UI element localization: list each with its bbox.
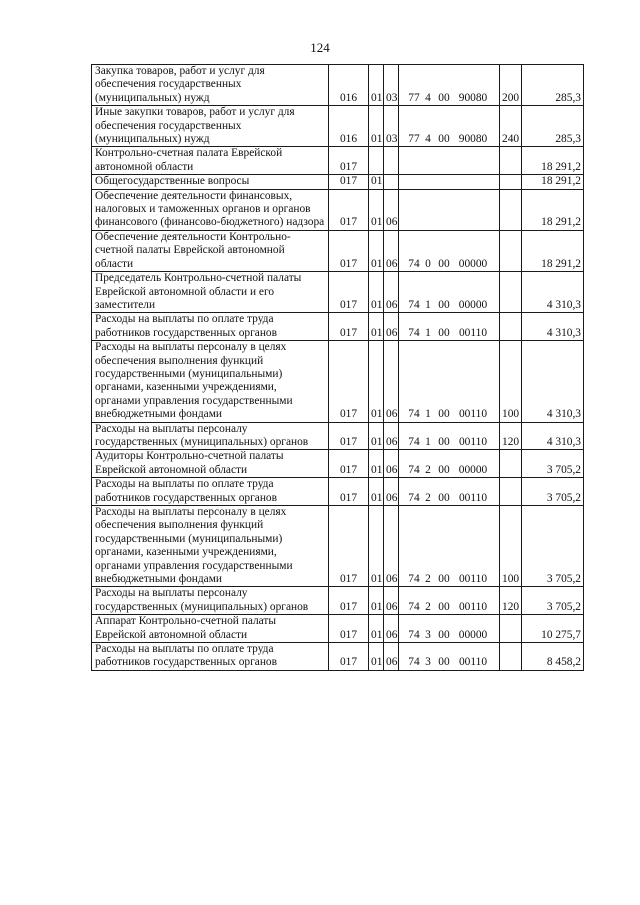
target-article-part: 74 [408, 600, 420, 613]
amount: 3 705,2 [522, 478, 584, 506]
subsection-code [384, 175, 399, 189]
target-article-part: 00 [438, 491, 450, 504]
table-row [92, 506, 584, 587]
expense-type-code [500, 450, 522, 478]
amount: 3 705,2 [522, 450, 584, 478]
expense-type-code [500, 272, 522, 313]
expense-type-code: 120 [500, 587, 522, 615]
amount: 4 310,3 [522, 341, 584, 422]
target-article-part: 00110 [458, 656, 488, 669]
table-row [92, 175, 584, 189]
ministry-code: 017 [329, 313, 369, 341]
expense-type-code [500, 478, 522, 506]
amount: 10 275,7 [522, 615, 584, 643]
row-name: Контрольно-счетная палата Еврейской автономной области [92, 147, 329, 175]
budget-table-body [92, 65, 584, 671]
row-name: Расходы на выплаты персоналу государственных (муниципальных) органов [92, 422, 329, 450]
target-article-part: 74 [408, 463, 420, 476]
target-article-part: 00110 [458, 600, 488, 613]
expense-type-code [500, 230, 522, 271]
row-name: Аудиторы Контрольно-счетной палаты Еврейской автономной области [92, 450, 329, 478]
target-article-code [399, 587, 500, 615]
subsection-code: 06 [384, 643, 399, 671]
expense-type-code [500, 175, 522, 189]
table-row [92, 313, 584, 341]
row-name: Обеспечение деятельности Контрольно-счетной палаты Еврейской автономной области [92, 230, 329, 271]
amount: 285,3 [522, 106, 584, 147]
ministry-code: 016 [329, 65, 369, 106]
target-article-part: 00000 [458, 257, 488, 270]
target-article-part: 1 [425, 435, 431, 448]
section-code: 01 [369, 615, 384, 643]
section-code: 01 [369, 106, 384, 147]
target-article-part: 00110 [458, 326, 488, 339]
target-article-code [399, 506, 500, 587]
page-number: 124 [310, 40, 330, 55]
target-article-part: 1 [425, 408, 431, 421]
target-article-code [399, 450, 500, 478]
table-row [92, 272, 584, 313]
subsection-code: 06 [384, 587, 399, 615]
target-article-part: 00110 [458, 435, 488, 448]
subsection-code: 06 [384, 506, 399, 587]
section-code: 01 [369, 175, 384, 189]
table-row [92, 587, 584, 615]
row-name: Расходы на выплаты персоналу государственных (муниципальных) органов [92, 587, 329, 615]
target-article-part: 90080 [458, 91, 488, 104]
section-code: 01 [369, 65, 384, 106]
target-article-code [399, 643, 500, 671]
target-article-code [399, 189, 500, 230]
row-name: Общегосударственные вопросы [92, 175, 329, 189]
expense-type-code [500, 615, 522, 643]
target-article-part: 2 [425, 463, 431, 476]
target-article-code [399, 272, 500, 313]
ministry-code: 017 [329, 230, 369, 271]
section-code: 01 [369, 478, 384, 506]
target-article-code [399, 175, 500, 189]
section-code: 01 [369, 506, 384, 587]
target-article-part: 1 [425, 326, 431, 339]
table-row [92, 189, 584, 230]
target-article-part: 00 [438, 326, 450, 339]
target-article-code [399, 615, 500, 643]
section-code: 01 [369, 587, 384, 615]
row-name: Аппарат Контрольно-счетной палаты Еврейской автономной области [92, 615, 329, 643]
expense-type-code [500, 147, 522, 175]
target-article-code [399, 65, 500, 106]
subsection-code: 06 [384, 230, 399, 271]
table-row [92, 106, 584, 147]
section-code: 01 [369, 313, 384, 341]
amount: 4 310,3 [522, 272, 584, 313]
subsection-code [384, 147, 399, 175]
expense-type-code: 240 [500, 106, 522, 147]
target-article-code [399, 313, 500, 341]
target-article-part: 0 [425, 257, 431, 270]
table-row [92, 478, 584, 506]
ministry-code: 017 [329, 450, 369, 478]
amount: 18 291,2 [522, 189, 584, 230]
target-article-part: 4 [425, 91, 431, 104]
target-article-part: 00 [438, 600, 450, 613]
target-article-part: 74 [408, 491, 420, 504]
section-code [369, 147, 384, 175]
subsection-code: 06 [384, 313, 399, 341]
row-name: Иные закупки товаров, работ и услуг для обеспечения государственных (муниципальных) нужд [92, 106, 329, 147]
section-code: 01 [369, 450, 384, 478]
table-row [92, 450, 584, 478]
target-article-part: 74 [408, 656, 420, 669]
table-row [92, 643, 584, 671]
amount: 4 310,3 [522, 422, 584, 450]
amount: 4 310,3 [522, 313, 584, 341]
subsection-code: 06 [384, 422, 399, 450]
target-article-part: 74 [408, 408, 420, 421]
ministry-code: 017 [329, 587, 369, 615]
ministry-code: 017 [329, 341, 369, 422]
ministry-code: 017 [329, 189, 369, 230]
amount: 8 458,2 [522, 643, 584, 671]
row-name: Расходы на выплаты по оплате труда работников государственных органов [92, 313, 329, 341]
target-article-part: 00000 [458, 463, 488, 476]
section-code: 01 [369, 272, 384, 313]
expense-type-code: 100 [500, 506, 522, 587]
table-row [92, 230, 584, 271]
expense-type-code [500, 643, 522, 671]
target-article-part: 4 [425, 133, 431, 146]
section-code: 01 [369, 189, 384, 230]
target-article-part: 77 [408, 91, 420, 104]
target-article-part: 00 [438, 656, 450, 669]
expense-type-code [500, 189, 522, 230]
row-name: Расходы на выплаты персоналу в целях обеспечения выполнения функций государственными (муниципальными) органами, казенными учреждениями, органами управления государственными внебюджетными фондами [92, 506, 329, 587]
amount: 18 291,2 [522, 147, 584, 175]
expense-type-code: 120 [500, 422, 522, 450]
target-article-part: 74 [408, 257, 420, 270]
target-article-part: 00110 [458, 573, 488, 586]
target-article-part: 3 [425, 656, 431, 669]
target-article-part: 1 [425, 298, 431, 311]
ministry-code: 017 [329, 422, 369, 450]
target-article-part: 00 [438, 133, 450, 146]
subsection-code: 06 [384, 478, 399, 506]
target-article-code [399, 106, 500, 147]
amount: 18 291,2 [522, 175, 584, 189]
target-article-code [399, 478, 500, 506]
target-article-code [399, 147, 500, 175]
ministry-code: 016 [329, 106, 369, 147]
expense-type-code: 200 [500, 65, 522, 106]
target-article-part: 74 [408, 628, 420, 641]
ministry-code: 017 [329, 272, 369, 313]
target-article-code [399, 230, 500, 271]
target-article-part: 74 [408, 573, 420, 586]
section-code: 01 [369, 422, 384, 450]
target-article-part: 3 [425, 628, 431, 641]
section-code: 01 [369, 643, 384, 671]
subsection-code: 06 [384, 341, 399, 422]
ministry-code: 017 [329, 175, 369, 189]
row-name: Обеспечение деятельности финансовых, налоговых и таможенных органов и органов финансового (финансово-бюджетного) надзора [92, 189, 329, 230]
table-row [92, 341, 584, 422]
row-name: Расходы на выплаты персоналу в целях обеспечения выполнения функций государственными (муниципальными) органами, казенными учреждениями, органами управления государственными внебюджетными фондами [92, 341, 329, 422]
ministry-code: 017 [329, 506, 369, 587]
budget-table [91, 64, 584, 671]
amount: 3 705,2 [522, 587, 584, 615]
subsection-code: 03 [384, 106, 399, 147]
expense-type-code: 100 [500, 341, 522, 422]
amount: 285,3 [522, 65, 584, 106]
target-article-part: 00 [438, 463, 450, 476]
target-article-part: 00000 [458, 628, 488, 641]
target-article-part: 74 [408, 298, 420, 311]
ministry-code: 017 [329, 147, 369, 175]
target-article-part: 00 [438, 257, 450, 270]
target-article-part: 00 [438, 408, 450, 421]
subsection-code: 06 [384, 615, 399, 643]
table-row [92, 615, 584, 643]
target-article-part: 2 [425, 491, 431, 504]
ministry-code: 017 [329, 643, 369, 671]
target-article-part: 00 [438, 298, 450, 311]
target-article-part: 00 [438, 435, 450, 448]
target-article-part: 2 [425, 573, 431, 586]
table-row [92, 422, 584, 450]
target-article-part: 2 [425, 600, 431, 613]
amount: 18 291,2 [522, 230, 584, 271]
row-name: Расходы на выплаты по оплате труда работников государственных органов [92, 478, 329, 506]
subsection-code: 06 [384, 450, 399, 478]
section-code: 01 [369, 341, 384, 422]
target-article-part: 00000 [458, 298, 488, 311]
target-article-part: 74 [408, 435, 420, 448]
row-name: Закупка товаров, работ и услуг для обеспечения государственных (муниципальных) нужд [92, 65, 329, 106]
amount: 3 705,2 [522, 506, 584, 587]
ministry-code: 017 [329, 478, 369, 506]
table-row [92, 147, 584, 175]
subsection-code: 03 [384, 65, 399, 106]
row-name: Председатель Контрольно-счетной палаты Еврейской автономной области и его заместители [92, 272, 329, 313]
subsection-code: 06 [384, 189, 399, 230]
target-article-part: 74 [408, 326, 420, 339]
target-article-part: 00110 [458, 408, 488, 421]
target-article-part: 00 [438, 628, 450, 641]
target-article-part: 00 [438, 573, 450, 586]
table-row [92, 65, 584, 106]
target-article-part: 77 [408, 133, 420, 146]
expense-type-code [500, 313, 522, 341]
target-article-part: 00 [438, 91, 450, 104]
target-article-code [399, 422, 500, 450]
target-article-code [399, 341, 500, 422]
target-article-part: 90080 [458, 133, 488, 146]
section-code: 01 [369, 230, 384, 271]
target-article-part: 00110 [458, 491, 488, 504]
ministry-code: 017 [329, 615, 369, 643]
subsection-code: 06 [384, 272, 399, 313]
row-name: Расходы на выплаты по оплате труда работников государственных органов [92, 643, 329, 671]
